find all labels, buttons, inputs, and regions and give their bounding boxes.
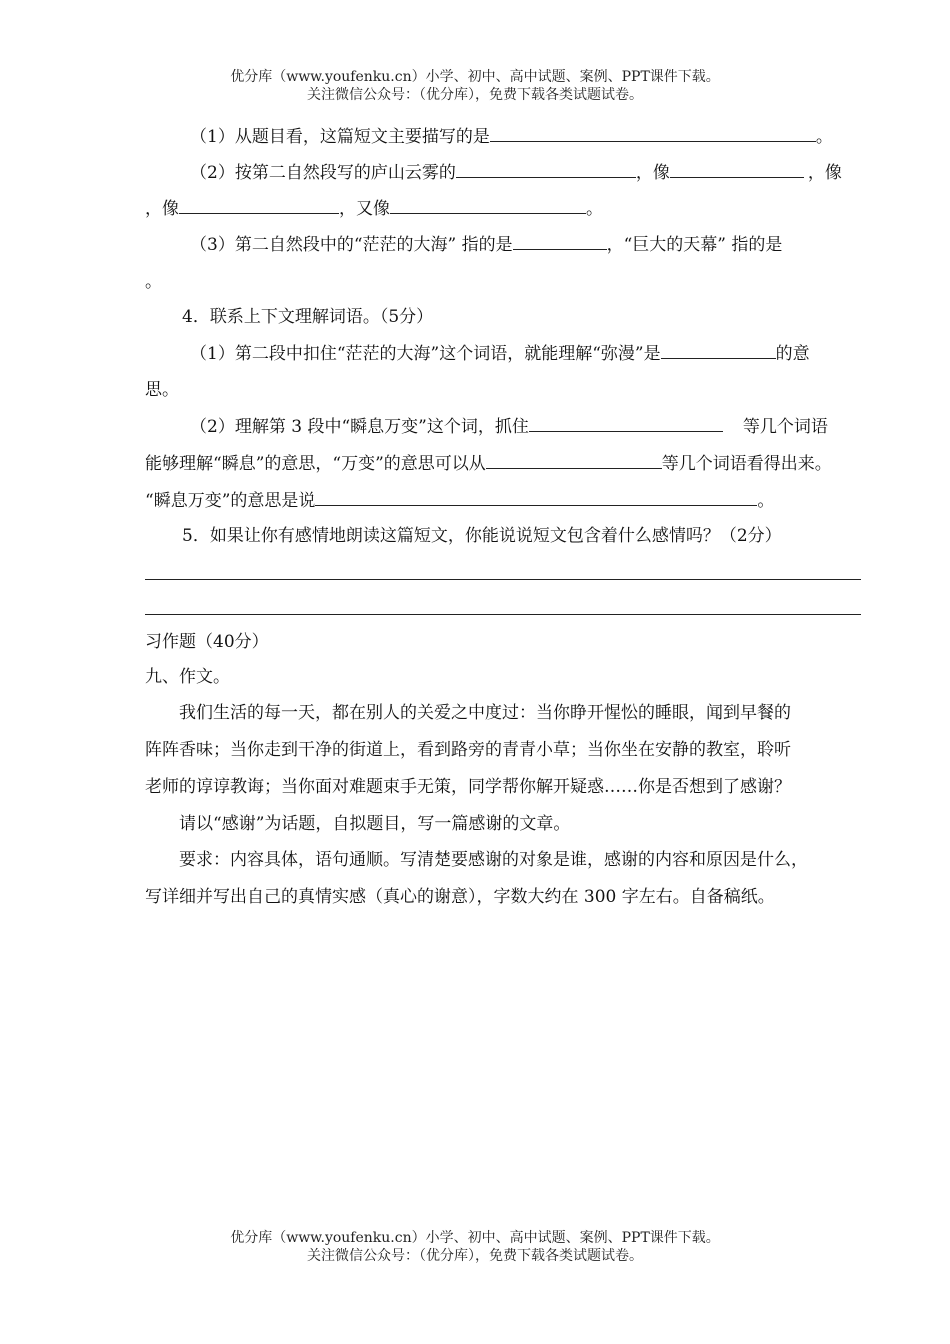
header-line-1: 优分库（www.youfenku.cn）小学、初中、高中试题、案例、PPT课件下载。: [230, 69, 720, 85]
footer-line-2: 关注微信公众号：（优分库），免费下载各类试题试卷。: [307, 1248, 643, 1264]
essay-para3-line1: 要求：内容具体，语句通顺。写清楚要感谢的对象是谁，感谢的内容和原因是什么，: [179, 850, 808, 870]
essay-para1-line3: 老师的谆谆教诲；当你面对难题束手无策，同学帮你解开疑惑……你是否想到了感谢？: [145, 777, 791, 797]
answer-blank[interactable]: [179, 196, 339, 214]
footer-line-1: 优分库（www.youfenku.cn）小学、初中、高中试题、案例、PPT课件下载。: [230, 1230, 720, 1246]
q3-item-1: （1）从题目看，这篇短文主要描写的是 。: [190, 124, 833, 149]
q3-item-2-line-1: （2）按第二自然段写的庐山云雾的 ，像 ，像: [190, 160, 842, 185]
essay-section-title: 习作题（40分）: [145, 632, 269, 652]
essay-heading: 九、作文。: [145, 667, 230, 687]
q4-item-1: （1）第二段中扣住“茫茫的大海”这个词语，就能理解“弥漫”是 的意: [190, 341, 810, 366]
q5-title: 5．如果让你有感情地朗读这篇短文，你能说说短文包含着什么感情吗？（2分）: [182, 526, 782, 546]
answer-blank[interactable]: [315, 488, 757, 506]
q4-title: 4．联系上下文理解词语。（5分）: [182, 307, 434, 327]
q3-item-3: （3）第二自然段中的“茫茫的大海” 指的是 ，“巨大的天幕” 指的是: [190, 232, 782, 257]
answer-blank[interactable]: [670, 160, 804, 178]
page-footer: [0, 1229, 950, 1265]
q4-item-1-end: 思。: [145, 380, 179, 400]
answer-line[interactable]: [145, 614, 861, 615]
answer-blank[interactable]: [490, 124, 816, 142]
essay-para3-line2: 写详细并写出自己的真情实感（真心的谢意），字数大约在 300 字左右。自备稿纸。: [145, 887, 775, 907]
answer-blank[interactable]: [390, 196, 586, 214]
q4-item-2-line-3: “瞬息万变”的意思是说 。: [145, 488, 774, 513]
answer-blank[interactable]: [513, 232, 607, 250]
q4-item-2-line-2: 能够理解“瞬息”的意思，“万变”的意思可以从 等几个词语看得出来。: [145, 451, 832, 476]
answer-blank[interactable]: [486, 451, 662, 469]
q4-item-2-line-1: （2）理解第 3 段中“瞬息万变”这个词，抓住 等几个词语: [190, 414, 828, 439]
answer-blank[interactable]: [529, 414, 723, 432]
essay-para1-line1: 我们生活的每一天，都在别人的关爱之中度过：当你睁开惺忪的睡眼，闻到早餐的: [179, 703, 791, 723]
essay-para1-line2: 阵阵香味；当你走到干净的街道上，看到路旁的青青小草；当你坐在安静的教室，聆听: [145, 740, 791, 760]
essay-para2: 请以“感谢”为话题，自拟题目，写一篇感谢的文章。: [179, 814, 571, 834]
answer-blank[interactable]: [661, 341, 776, 359]
answer-line[interactable]: [145, 579, 861, 580]
q3-item-3-end: 。: [145, 272, 162, 292]
q3-item-2-line-2: ，像 ，又像 。: [145, 196, 603, 221]
header-line-2: 关注微信公众号：（优分库），免费下载各类试题试卷。: [307, 87, 643, 103]
page-header: [0, 68, 950, 104]
answer-blank[interactable]: [456, 160, 636, 178]
